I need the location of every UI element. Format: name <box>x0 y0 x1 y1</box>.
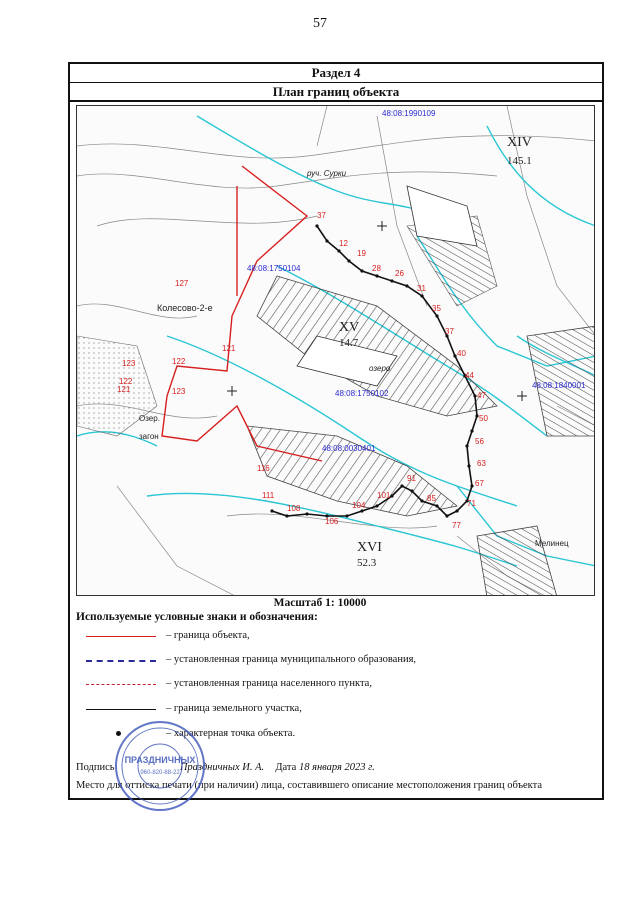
svg-text:123: 123 <box>172 387 186 396</box>
legend-swatch-red-solid <box>86 636 156 637</box>
svg-text:85: 85 <box>427 494 436 503</box>
signature-label: Подпись <box>76 762 115 773</box>
stamp-note: Место для оттиска печати (при наличии) лица, составившего описание местоположения границ объекта <box>76 780 543 791</box>
svg-text:56: 56 <box>475 437 484 446</box>
svg-text:122: 122 <box>172 357 186 366</box>
svg-text:50: 50 <box>479 414 488 423</box>
svg-text:106: 106 <box>325 517 339 526</box>
characteristic-point <box>347 259 350 262</box>
characteristic-point <box>337 249 340 252</box>
cadastral-label: 48:08:0030401 <box>322 444 376 453</box>
legend-text: – характерная точка объекта. <box>166 728 296 739</box>
characteristic-point <box>305 512 308 515</box>
characteristic-point <box>390 279 393 282</box>
svg-text:XV: XV <box>339 320 360 335</box>
signatory-name: Праздничных И. А. <box>179 762 265 773</box>
svg-text:28: 28 <box>372 264 381 273</box>
svg-text:40: 40 <box>457 349 466 358</box>
svg-text:111: 111 <box>262 491 275 500</box>
characteristic-point <box>420 499 423 502</box>
characteristic-point <box>285 514 288 517</box>
svg-text:26: 26 <box>395 269 404 278</box>
cadastral-label: 48:08:1990109 <box>382 109 436 118</box>
svg-text:14.7: 14.7 <box>339 337 359 349</box>
svg-text:104: 104 <box>352 501 366 510</box>
characteristic-point <box>435 504 438 507</box>
svg-text:47: 47 <box>477 391 486 400</box>
section-title: Раздел 4 <box>70 64 602 83</box>
seal-phone: 960-820-88-22 <box>140 770 180 776</box>
svg-text:101: 101 <box>377 491 391 500</box>
svg-text:Озер.: Озер. <box>139 414 160 423</box>
cadastral-label: 48:08:1750104 <box>247 264 301 273</box>
svg-text:37: 37 <box>317 211 326 220</box>
legend-swatch-red-dashdot <box>86 684 156 685</box>
characteristic-point <box>360 269 363 272</box>
characteristic-point <box>345 514 348 517</box>
svg-text:77: 77 <box>452 521 461 530</box>
characteristic-point <box>405 284 408 287</box>
svg-text:121: 121 <box>117 385 131 394</box>
legend-swatch-blue-dashed <box>86 660 156 662</box>
svg-text:108: 108 <box>287 504 301 513</box>
characteristic-point <box>445 514 448 517</box>
svg-text:озеро: озеро <box>369 364 391 373</box>
svg-text:52.3: 52.3 <box>357 557 377 569</box>
boundary-map <box>76 105 595 596</box>
svg-text:31: 31 <box>417 284 426 293</box>
legend-swatch-black-solid <box>86 709 156 710</box>
characteristic-point <box>390 494 393 497</box>
legend-text: – граница земельного участка, <box>166 703 302 714</box>
seal-text: ПРАЗДНИЧНЫХ <box>124 755 196 765</box>
characteristic-point <box>467 464 470 467</box>
svg-text:загон: загон <box>139 432 159 441</box>
svg-text:122: 122 <box>119 377 133 386</box>
characteristic-point <box>270 509 273 512</box>
svg-text:121: 121 <box>222 344 236 353</box>
svg-text:37: 37 <box>445 327 454 336</box>
svg-text:127: 127 <box>175 279 189 288</box>
characteristic-point <box>420 294 423 297</box>
legend-text: – установленная граница муниципального образования, <box>166 654 417 665</box>
characteristic-point <box>400 484 403 487</box>
svg-text:145.1: 145.1 <box>507 155 532 167</box>
svg-text:Колесово-2-е: Колесово-2-е <box>157 303 213 313</box>
svg-text:Мелинец: Мелинец <box>535 539 569 548</box>
legend-text: – установленная граница населенного пункта, <box>166 678 372 689</box>
map-scale: Масштаб 1: 10000 <box>273 597 367 609</box>
svg-text:71: 71 <box>467 499 476 508</box>
characteristic-point <box>465 444 468 447</box>
characteristic-point <box>410 489 413 492</box>
svg-text:12: 12 <box>339 239 348 248</box>
svg-text:35: 35 <box>432 304 441 313</box>
characteristic-point <box>470 484 473 487</box>
date-label: Дата <box>275 762 297 773</box>
legend-item-municipal-boundary <box>76 654 596 668</box>
characteristic-point <box>315 224 318 227</box>
company-seal <box>112 718 208 814</box>
svg-text:XVI: XVI <box>357 540 382 555</box>
svg-text:44: 44 <box>465 371 474 380</box>
page-number: 57 <box>313 16 327 31</box>
legend-item-object-boundary <box>76 630 596 644</box>
svg-text:63: 63 <box>477 459 486 468</box>
characteristic-point <box>375 274 378 277</box>
characteristic-point <box>325 239 328 242</box>
svg-text:123: 123 <box>122 359 136 368</box>
svg-text:91: 91 <box>407 474 416 483</box>
legend-item-settlement-boundary <box>76 678 596 692</box>
characteristic-point <box>435 314 438 317</box>
map-drawing <box>77 106 595 596</box>
svg-text:19: 19 <box>357 249 366 258</box>
cadastral-label: 48:08:1750102 <box>335 389 389 398</box>
svg-text:67: 67 <box>475 479 484 488</box>
svg-text:XIV: XIV <box>507 135 532 150</box>
svg-text:116: 116 <box>257 464 270 473</box>
legend-title: Используемые условные знаки и обозначения: <box>76 611 318 623</box>
section-subtitle: План границ объекта <box>70 83 602 102</box>
signature-date: 18 января 2023 г. <box>298 762 375 773</box>
hatched-area-4 <box>477 526 557 596</box>
characteristic-point <box>470 429 473 432</box>
legend-text: – граница объекта, <box>166 630 250 641</box>
legend-item-land-plot-boundary <box>76 703 596 717</box>
cadastral-label: 48:08:1840001 <box>532 381 586 390</box>
characteristic-point <box>375 504 378 507</box>
svg-text:руч. Сурки: руч. Сурки <box>307 169 347 178</box>
characteristic-point <box>455 509 458 512</box>
